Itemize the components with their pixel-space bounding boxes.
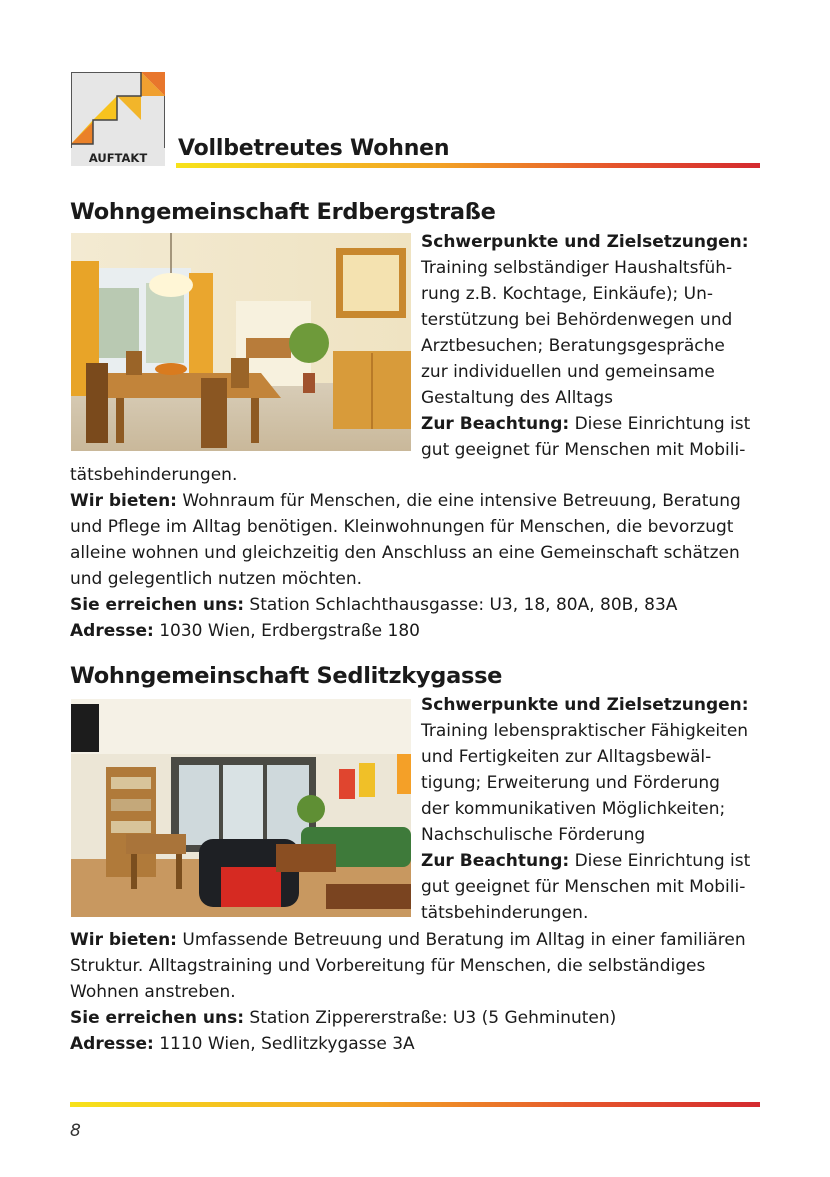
address-label: Adresse: — [70, 621, 154, 641]
note-text: Diese Einrichtung ist — [569, 414, 751, 434]
offer-label: Wir bieten: — [70, 930, 177, 950]
transit-text: Station Zippererstraße: U3 (5 Gehminuten) — [244, 1008, 617, 1028]
focus-line: zur individuellen und gemeinsame — [421, 362, 715, 382]
dining-room-illustration — [71, 233, 411, 451]
living-room-illustration — [71, 699, 411, 917]
focus-line: rung z.B. Kochtage, Einkäufe); Un- — [421, 284, 714, 304]
note-label: Zur Beachtung: — [421, 414, 570, 434]
offer-text: Wohnraum für Menschen, die eine intensive Betreuung, Beratung — [176, 491, 741, 511]
focus-line: Training selbständiger Haushaltsfüh- — [421, 258, 733, 278]
note-text: gut geeignet für Menschen mit Mobili- — [421, 877, 746, 897]
page-title: Vollbetreutes Wohnen — [178, 136, 450, 161]
address-text: 1110 Wien, Sedlitzkygasse 3A — [153, 1034, 415, 1054]
focus-heading: Schwerpunkte und Zielsetzungen: — [421, 232, 749, 252]
note-text: Diese Einrichtung ist — [569, 851, 751, 871]
logo-text: AUFTAKT — [88, 151, 148, 165]
offer-text: und gelegentlich nutzen möchten. — [70, 569, 362, 589]
offer-text: Wohnen anstreben. — [70, 982, 236, 1002]
focus-block-sedlitzkygasse — [421, 692, 766, 926]
living-room-photo — [71, 699, 411, 917]
address-text: 1030 Wien, Erdbergstraße 180 — [153, 621, 420, 641]
section-title-sedlitzkygasse: Wohngemeinschaft Sedlitzkygasse — [70, 663, 503, 689]
focus-block-erdbergstrasse — [421, 229, 766, 463]
offer-text: Umfassende Betreuung und Beratung im Alltag in einer familiären — [176, 930, 746, 950]
transit-label: Sie erreichen uns: — [70, 595, 245, 615]
address-label: Adresse: — [70, 1034, 154, 1054]
details-block-erdbergstrasse — [70, 462, 770, 644]
note-text: gut geeignet für Menschen mit Mobili- — [421, 440, 746, 460]
focus-line: Gestaltung des Alltags — [421, 388, 614, 408]
transit-label: Sie erreichen uns: — [70, 1008, 245, 1028]
transit-text: Station Schlachthausgasse: U3, 18, 80A, 80B, 83A — [244, 595, 678, 615]
note-text: tätsbehinderungen. — [70, 465, 238, 485]
section-title-erdbergstrasse: Wohngemeinschaft Erdbergstraße — [70, 199, 496, 225]
offer-text: Struktur. Alltagstraining und Vorbereitung für Menschen, die selbständiges — [70, 956, 706, 976]
focus-line: tigung; Erweiterung und Förderung — [421, 773, 720, 793]
dining-room-photo — [71, 233, 411, 451]
focus-line: terstützung bei Behördenwegen und — [421, 310, 733, 330]
note-label: Zur Beachtung: — [421, 851, 570, 871]
logo-graphic — [71, 72, 165, 166]
focus-line: Training lebenspraktischer Fähigkeiten — [421, 721, 749, 741]
focus-line: Nachschulische Förderung — [421, 825, 646, 845]
auftakt-logo — [71, 72, 165, 166]
focus-line: der kommunikativen Möglichkeiten; — [421, 799, 726, 819]
page-number: 8 — [70, 1121, 81, 1141]
header-divider — [176, 163, 760, 168]
offer-text: alleine wohnen und gleichzeitig den Anschluss an eine Gemeinschaft schätzen — [70, 543, 740, 563]
details-block-sedlitzkygasse — [70, 927, 770, 1057]
offer-text: und Pflege im Alltag benötigen. Kleinwohnungen für Menschen, die bevorzugt — [70, 517, 734, 537]
footer-divider — [70, 1102, 760, 1107]
note-text: tätsbehinderungen. — [421, 903, 589, 923]
focus-line: und Fertigkeiten zur Alltagsbewäl- — [421, 747, 712, 767]
focus-line: Arztbesuchen; Beratungsgespräche — [421, 336, 725, 356]
focus-heading: Schwerpunkte und Zielsetzungen: — [421, 695, 749, 715]
offer-label: Wir bieten: — [70, 491, 177, 511]
